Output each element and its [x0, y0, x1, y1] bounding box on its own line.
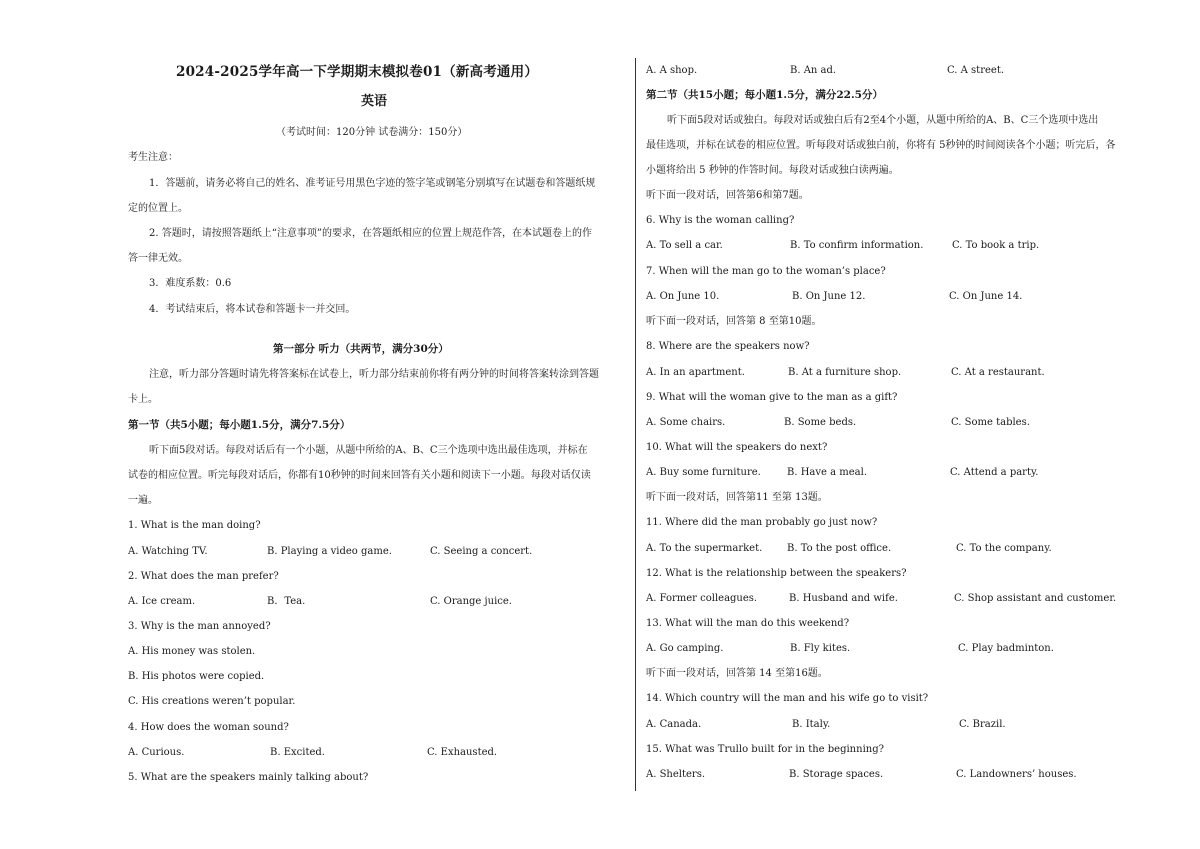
option-c: C. Orange juice.: [430, 596, 512, 607]
option-a: A. In an apartment.: [646, 367, 745, 378]
option-b: B. To the post office.: [787, 543, 892, 554]
question-stem: 5. What are the speakers mainly talking about?: [128, 772, 369, 783]
option-a: A. To the supermarket.: [646, 543, 763, 554]
note-2-cont: 答一律无效。: [128, 253, 188, 264]
section1-directions-end: 一遍。: [128, 495, 158, 506]
note-1: 1．答题前，请务必将自己的姓名、准考证号用黑色字迹的签字笔或钢笔分别填写在试题卷和答题纸规: [149, 178, 596, 189]
option-a: A. Watching TV.: [128, 546, 208, 557]
group-instruction: 听下面一段对话，回答第 14 至第16题。: [646, 668, 828, 679]
option-c: C. Brazil.: [959, 719, 1006, 730]
option-c: C. Exhausted.: [427, 747, 498, 758]
option-b: B. At a furniture shop.: [788, 367, 902, 378]
option-a: A. Canada.: [646, 719, 702, 730]
option-b: B. An ad.: [790, 65, 837, 76]
column-divider: [635, 58, 636, 791]
part1-intro-cont: 卡上。: [128, 394, 158, 405]
option-a: A. Go camping.: [646, 643, 724, 654]
part1-heading: 第一部分 听力（共两节，满分30分）: [273, 343, 449, 355]
option-c: C. Some tables.: [951, 417, 1030, 428]
option-b: B. Storage spaces.: [789, 769, 884, 780]
option-c: C. To book a trip.: [952, 240, 1040, 251]
option-b: B. Excited.: [270, 747, 325, 758]
option-a: A. Former colleagues.: [646, 593, 758, 604]
group-instruction: 听下面一段对话，回答第 8 至第10题。: [646, 316, 822, 327]
section2-heading: 第二节（共15小题；每小题1.5分，满分22.5分）: [646, 89, 883, 101]
option-b: B. Some beds.: [784, 417, 857, 428]
group-instruction: 听下面一段对话，回答第11 至第 13题。: [646, 492, 828, 503]
section1-directions-cont: 试卷的相应位置。听完每段对话后，你都有10秒钟的时间来回答有关小题和阅读下一小题。每段对话仅读: [128, 470, 591, 481]
option-a: A. A shop.: [646, 65, 698, 76]
section2-directions-cont: 最佳选项，并标在试卷的相应位置。听每段对话或独白前，你将有 5秒钟的时间阅读各个小题；听完后，各: [646, 140, 1116, 151]
section2-directions-end: 小题将给出 5 秒钟的作答时间。每段对话或独白读两遍。: [646, 165, 899, 176]
section1-directions: 听下面5段对话。每段对话后有一个小题，从题中所给的A、B、C三个选项中选出最佳选项，并标在: [149, 445, 588, 456]
question-stem: 8. Where are the speakers now?: [646, 341, 810, 352]
option-a: A. To sell a car.: [646, 240, 723, 251]
option-a: A. His money was stolen.: [128, 646, 256, 657]
section2-directions: 听下面5段对话或独白。每段对话或独白后有2至4个小题，从题中所给的A、B、C三个选项中选出: [667, 115, 1099, 126]
exam-info: （考试时间：120分钟 试卷满分：150分）: [276, 127, 468, 138]
subject-title: 英语: [361, 94, 388, 109]
option-c: C. Seeing a concert.: [430, 546, 533, 557]
question-stem: 15. What was Trullo built for in the beginning?: [646, 744, 884, 755]
option-c: C. A street.: [947, 65, 1005, 76]
question-stem: 10. What will the speakers do next?: [646, 442, 828, 453]
option-a: A. Ice cream.: [128, 596, 196, 607]
option-b: B. Playing a video game.: [267, 546, 392, 557]
option-b: B. Fly kites.: [790, 643, 851, 654]
question-stem: 14. Which country will the man and his wife go to visit?: [646, 693, 929, 704]
option-c: C. Attend a party.: [950, 467, 1039, 478]
option-b: B. Italy.: [792, 719, 831, 730]
exam-title: 2024-2025学年高一下学期期末模拟卷01（新高考通用）: [176, 64, 539, 80]
question-stem: 12. What is the relationship between the speakers?: [646, 568, 907, 579]
option-a: A. Buy some furniture.: [646, 467, 761, 478]
question-stem: 2. What does the man prefer?: [128, 571, 279, 582]
note-2: 2. 答题时，请按照答题纸上“注意事项”的要求，在答题纸相应的位置上规范作答，在本试题卷上的作: [149, 228, 592, 239]
option-c: C. At a restaurant.: [951, 367, 1045, 378]
note-3: 3．难度系数：0.6: [149, 278, 232, 289]
option-c: C. Shop assistant and customer.: [954, 593, 1117, 604]
part1-intro: 注意，听力部分答题时请先将答案标在试卷上，听力部分结束前你将有两分钟的时间将答案转涂到答题: [149, 369, 599, 380]
option-b: B. Have a meal.: [787, 467, 868, 478]
question-stem: 1. What is the man doing?: [128, 520, 261, 531]
option-a: A. Curious.: [128, 747, 185, 758]
question-stem: 6. Why is the woman calling?: [646, 215, 795, 226]
option-a: A. On June 10.: [646, 291, 720, 302]
question-stem: 11. Where did the man probably go just now?: [646, 517, 878, 528]
note-4: 4．考试结束后，将本试卷和答题卡一并交回。: [149, 304, 356, 315]
option-c: C. Landowners’ houses.: [956, 769, 1077, 780]
note-1-cont: 定的位置上。: [128, 203, 188, 214]
question-stem: 13. What will the man do this weekend?: [646, 618, 850, 629]
question-stem: 9. What will the woman give to the man as a gift?: [646, 392, 898, 403]
notes-heading: 考生注意：: [128, 152, 178, 163]
option-a: A. Some chairs.: [646, 417, 726, 428]
group-instruction: 听下面一段对话，回答第6和第7题。: [646, 190, 809, 201]
option-c: C. To the company.: [956, 543, 1052, 554]
option-b: B. His photos were copied.: [128, 671, 265, 682]
option-b: B. To confirm information.: [790, 240, 924, 251]
option-b: B．Tea.: [267, 596, 306, 607]
option-b: B. On June 12.: [792, 291, 866, 302]
question-stem: 3. Why is the man annoyed?: [128, 621, 271, 632]
option-a: A. Shelters.: [646, 769, 706, 780]
option-c: C. On June 14.: [949, 291, 1023, 302]
section1-heading: 第一节（共5小题；每小题1.5分，满分7.5分）: [128, 419, 351, 431]
option-c: C. Play badminton.: [958, 643, 1054, 654]
option-c: C. His creations weren’t popular.: [128, 696, 296, 707]
question-stem: 4. How does the woman sound?: [128, 722, 289, 733]
question-stem: 7. When will the man go to the woman’s place?: [646, 266, 886, 277]
option-b: B. Husband and wife.: [789, 593, 898, 604]
